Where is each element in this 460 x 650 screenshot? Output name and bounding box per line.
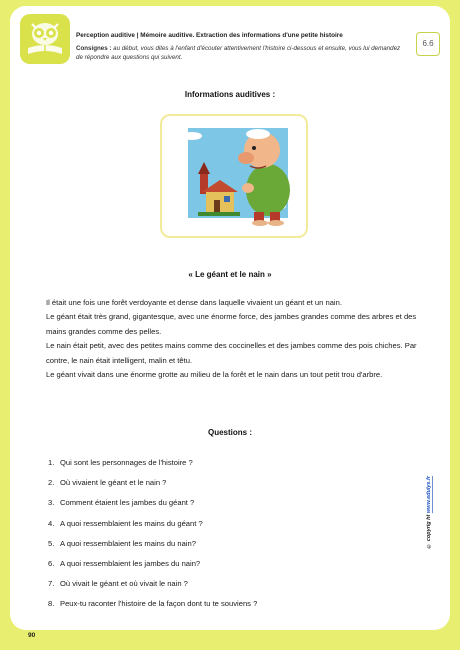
exercise-number-badge: 6.6 [416, 32, 440, 56]
story-paragraph: Le géant vivait dans une énorme grotte au milieu de la forêt et le nain dans un tout petit trou d'arbre. [46, 370, 383, 380]
exercise-title: Perception auditive | Mémoire auditive. Extraction des informations d'une petite histoire [76, 32, 343, 39]
question-text: Peux-tu raconter l'histoire de la façon dont tu te souviens ? [60, 599, 258, 609]
question-text: A quoi ressemblaient les mains du géant ? [60, 518, 203, 528]
giant-and-house-illustration [160, 114, 308, 238]
copyright-label: © copyrig ht [426, 513, 432, 549]
questions-section-title: Questions : [207, 428, 252, 437]
question-number: 2. [48, 478, 55, 488]
question-number: 3. [48, 498, 55, 508]
question-number: 7. [48, 579, 55, 589]
page-sheet [10, 6, 450, 630]
question-text: Où vivait le géant et où vivait le nain ? [60, 579, 188, 589]
questions-list [48, 458, 408, 620]
story-paragraph: Le nain était petit, avec des petites mains comme des coccinelles et des jambes comme des pois chiches. Par contre, le nain était intelligent, malin et têtu. [46, 341, 417, 365]
question-text: Où vivaient le géant et le nain ? [60, 478, 167, 488]
question-item [48, 559, 408, 579]
copyright-notice [426, 476, 432, 549]
owl-book-logo-icon [20, 14, 70, 64]
story-paragraph: Le géant était très grand, gigantesque, avec une énorme force, des jambes grandes comme des arbres et des mains grandes comme des pelles. [46, 312, 417, 336]
question-text: A quoi ressemblaient les jambes du nain? [60, 558, 201, 568]
question-number: 8. [48, 599, 55, 609]
question-item [48, 519, 408, 539]
question-item [48, 498, 408, 518]
question-number: 5. [48, 538, 55, 548]
question-number: 4. [48, 518, 55, 528]
page-number: 90 [28, 632, 36, 639]
instructions-text: au début, vous dites à l'enfant d'écouter attentivement l'histoire ci-dessous et ensuite, vous lui demandez de répondre aux questions qui suivent. [76, 45, 401, 61]
question-item [48, 579, 408, 599]
question-item [48, 599, 408, 619]
question-text: Qui sont les personnages de l'histoire ? [60, 458, 193, 467]
question-number: 1. [48, 458, 55, 467]
story-paragraph: Il était une fois une forêt verdoyante et dense dans laquelle vivaient un géant et un nain. [46, 298, 342, 307]
header [10, 6, 450, 72]
story-text [46, 296, 432, 382]
question-item [48, 539, 408, 559]
question-text: Comment étaient les jambes du géant ? [60, 498, 195, 508]
question-text: A quoi ressemblaient les mains du nain? [60, 538, 196, 548]
instructions-label: Consignes : [76, 45, 112, 52]
question-item [48, 458, 408, 478]
story-title: « Le géant et le nain » [188, 270, 272, 279]
instructions [76, 44, 408, 62]
question-item [48, 478, 408, 498]
info-section-title: Informations auditives : [184, 90, 276, 99]
copyright-link[interactable]: www.edulys.fr [426, 476, 432, 514]
question-number: 6. [48, 558, 55, 568]
